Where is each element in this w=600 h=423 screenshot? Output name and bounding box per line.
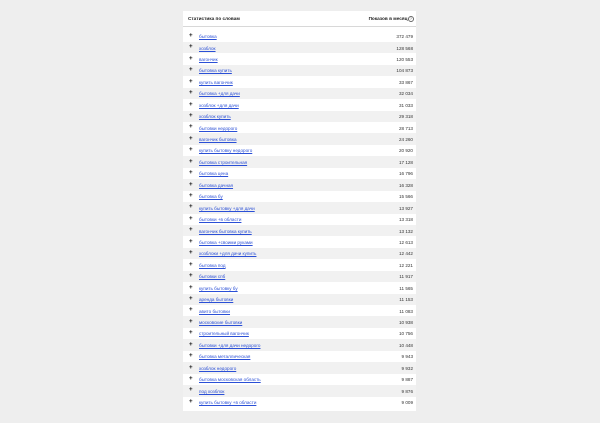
keyword-link[interactable]: купить бытовку недорого [199, 148, 253, 154]
table-row [183, 305, 416, 316]
add-keyword-plus-icon[interactable]: + [189, 249, 193, 257]
table-row [183, 397, 416, 408]
add-keyword-plus-icon[interactable]: + [189, 329, 193, 337]
table-row [183, 145, 416, 156]
keyword-link[interactable]: бытовка +для дачи [199, 91, 240, 97]
add-keyword-plus-icon[interactable]: + [189, 77, 193, 85]
add-keyword-plus-icon[interactable]: + [189, 157, 193, 165]
impressions-count: 11 917 [399, 274, 413, 280]
keyword-link[interactable]: авито бытовки [199, 308, 231, 314]
keyword-link[interactable]: бытовка московская область [199, 377, 261, 383]
keyword-link[interactable]: бытовка под [199, 262, 226, 268]
table-row [183, 156, 416, 167]
impressions-count: 104 873 [396, 68, 413, 74]
add-keyword-plus-icon[interactable]: + [189, 180, 193, 188]
keyword-link[interactable]: строительный вагончик [199, 331, 249, 337]
add-keyword-plus-icon[interactable]: + [189, 66, 193, 74]
add-keyword-plus-icon[interactable]: + [189, 317, 193, 325]
keyword-link[interactable]: бытовка цена [199, 171, 229, 177]
header-keyword-stats: Статистика по словам [188, 16, 240, 21]
add-keyword-plus-icon[interactable]: + [189, 146, 193, 154]
impressions-count: 28 713 [398, 125, 413, 131]
table-row [183, 111, 416, 122]
keyword-stats-panel [183, 11, 416, 411]
keyword-link[interactable]: хозблок +для дачи [199, 102, 239, 108]
impressions-count: 120 553 [396, 56, 413, 62]
keyword-link[interactable]: бытовка бу [199, 194, 223, 200]
table-row [183, 316, 416, 327]
keyword-link[interactable]: вагончик [199, 56, 218, 62]
add-keyword-plus-icon[interactable]: + [189, 111, 193, 119]
keyword-link[interactable]: хозблок купить [199, 114, 231, 120]
table-row [183, 122, 416, 133]
add-keyword-plus-icon[interactable]: + [189, 260, 193, 268]
keyword-link[interactable]: хозблок недорого [199, 365, 237, 371]
table-row [183, 248, 416, 259]
add-keyword-plus-icon[interactable]: + [189, 226, 193, 234]
add-keyword-plus-icon[interactable]: + [189, 214, 193, 222]
impressions-count: 16 328 [398, 182, 413, 188]
add-keyword-plus-icon[interactable]: + [189, 283, 193, 291]
impressions-count: 24 260 [398, 137, 413, 143]
add-keyword-plus-icon[interactable]: + [189, 363, 193, 371]
add-keyword-plus-icon[interactable]: + [189, 169, 193, 177]
keyword-link[interactable]: бытовка +своими руками [199, 239, 253, 245]
add-keyword-plus-icon[interactable]: + [189, 192, 193, 200]
add-keyword-plus-icon[interactable]: + [189, 100, 193, 108]
impressions-count: 13 927 [398, 205, 413, 211]
add-keyword-plus-icon[interactable]: + [189, 306, 193, 314]
keyword-link[interactable]: бытовки недорого [199, 125, 238, 131]
table-row [183, 362, 416, 373]
table-row [183, 236, 416, 247]
keyword-link[interactable]: хозблок [199, 45, 216, 51]
add-keyword-plus-icon[interactable]: + [189, 123, 193, 131]
impressions-count: 128 568 [396, 45, 413, 51]
add-keyword-plus-icon[interactable]: + [189, 43, 193, 51]
impressions-count: 11 565 [399, 285, 413, 291]
impressions-count: 10 756 [398, 331, 413, 337]
add-keyword-plus-icon[interactable]: + [189, 375, 193, 383]
keyword-link[interactable]: купить бытовку +в области [199, 400, 257, 406]
keyword-link[interactable]: под хозблок [199, 388, 225, 394]
table-row [183, 328, 416, 339]
keyword-link[interactable]: бытовка дачная [199, 182, 234, 188]
table-row [183, 76, 416, 87]
keyword-link[interactable]: бытовки спб [199, 274, 226, 280]
keyword-link[interactable]: бытовки +в области [199, 217, 242, 223]
table-row [183, 65, 416, 76]
impressions-count: 31 033 [398, 102, 413, 108]
impressions-count: 13 318 [398, 217, 413, 223]
impressions-count: 13 132 [398, 228, 413, 234]
keyword-link[interactable]: бытовка строительная [199, 159, 248, 165]
keyword-link[interactable]: московские бытовки [199, 320, 243, 326]
impressions-count: 20 920 [398, 148, 413, 154]
impressions-count: 10 448 [398, 342, 413, 348]
table-row [183, 385, 416, 396]
impressions-count: 9 932 [401, 365, 413, 371]
table-row [183, 214, 416, 225]
table-row [183, 191, 416, 202]
table-row [183, 31, 416, 42]
table-row [183, 225, 416, 236]
impressions-count: 9 876 [401, 388, 413, 394]
table-row [183, 88, 416, 99]
table-row [183, 202, 416, 213]
table-row [183, 271, 416, 282]
add-keyword-plus-icon[interactable]: + [189, 386, 193, 394]
impressions-count: 12 221 [398, 262, 413, 268]
impressions-count: 17 128 [398, 159, 413, 165]
keyword-link[interactable]: бытовка купить [199, 68, 232, 74]
impressions-count: 29 318 [398, 114, 413, 120]
header-impressions-label: Показов в месяц [368, 16, 408, 21]
keyword-link[interactable]: вагончик бытовка купить [199, 228, 252, 234]
impressions-count: 32 034 [398, 91, 413, 97]
add-keyword-plus-icon[interactable]: + [189, 134, 193, 142]
keyword-link[interactable]: купить вагончик [199, 79, 233, 85]
table-row [183, 99, 416, 110]
impressions-count: 9 943 [401, 354, 413, 360]
impressions-count: 12 442 [398, 251, 413, 257]
keyword-link[interactable]: вагончик бытовка [199, 137, 237, 143]
help-icon[interactable]: ? [408, 16, 414, 22]
table-row [183, 42, 416, 53]
impressions-count: 15 566 [398, 194, 413, 200]
impressions-count: 11 083 [399, 308, 413, 314]
keyword-link[interactable]: бытовка металлическая [199, 354, 251, 360]
add-keyword-plus-icon[interactable]: + [189, 203, 193, 211]
header-impressions-per-month [369, 16, 414, 22]
table-row [183, 351, 416, 362]
table-row [183, 374, 416, 385]
impressions-count: 10 938 [398, 320, 413, 326]
add-keyword-plus-icon[interactable]: + [189, 397, 193, 405]
table-row [183, 294, 416, 305]
keyword-link[interactable]: аренда бытовки [199, 297, 234, 303]
impressions-count: 9 009 [401, 400, 413, 406]
add-keyword-plus-icon[interactable]: + [189, 340, 193, 348]
add-keyword-plus-icon[interactable]: + [189, 352, 193, 360]
add-keyword-plus-icon[interactable]: + [189, 89, 193, 97]
keyword-link[interactable]: купить бытовку +для дачи [199, 205, 255, 211]
add-keyword-plus-icon[interactable]: + [189, 294, 193, 302]
keyword-link[interactable]: бытовка [199, 34, 217, 40]
add-keyword-plus-icon[interactable]: + [189, 272, 193, 280]
keyword-list [183, 31, 416, 408]
impressions-count: 33 867 [398, 79, 413, 85]
impressions-count: 16 796 [398, 171, 413, 177]
table-row [183, 339, 416, 350]
table-row [183, 179, 416, 190]
table-row [183, 53, 416, 64]
keyword-link[interactable]: хозблоки +для дачи купить [199, 251, 257, 257]
table-row [183, 168, 416, 179]
add-keyword-plus-icon[interactable]: + [189, 31, 193, 39]
table-header [183, 11, 416, 27]
keyword-link[interactable]: купить бытовку бу [199, 285, 238, 291]
table-row [183, 282, 416, 293]
add-keyword-plus-icon[interactable]: + [189, 237, 193, 245]
table-row [183, 133, 416, 144]
add-keyword-plus-icon[interactable]: + [189, 54, 193, 62]
impressions-count: 11 153 [399, 297, 413, 303]
impressions-count: 9 887 [401, 377, 413, 383]
impressions-count: 12 613 [398, 239, 413, 245]
keyword-link[interactable]: бытовки +для дачи недорого [199, 342, 261, 348]
table-row [183, 259, 416, 270]
impressions-count: 372 479 [396, 34, 413, 40]
